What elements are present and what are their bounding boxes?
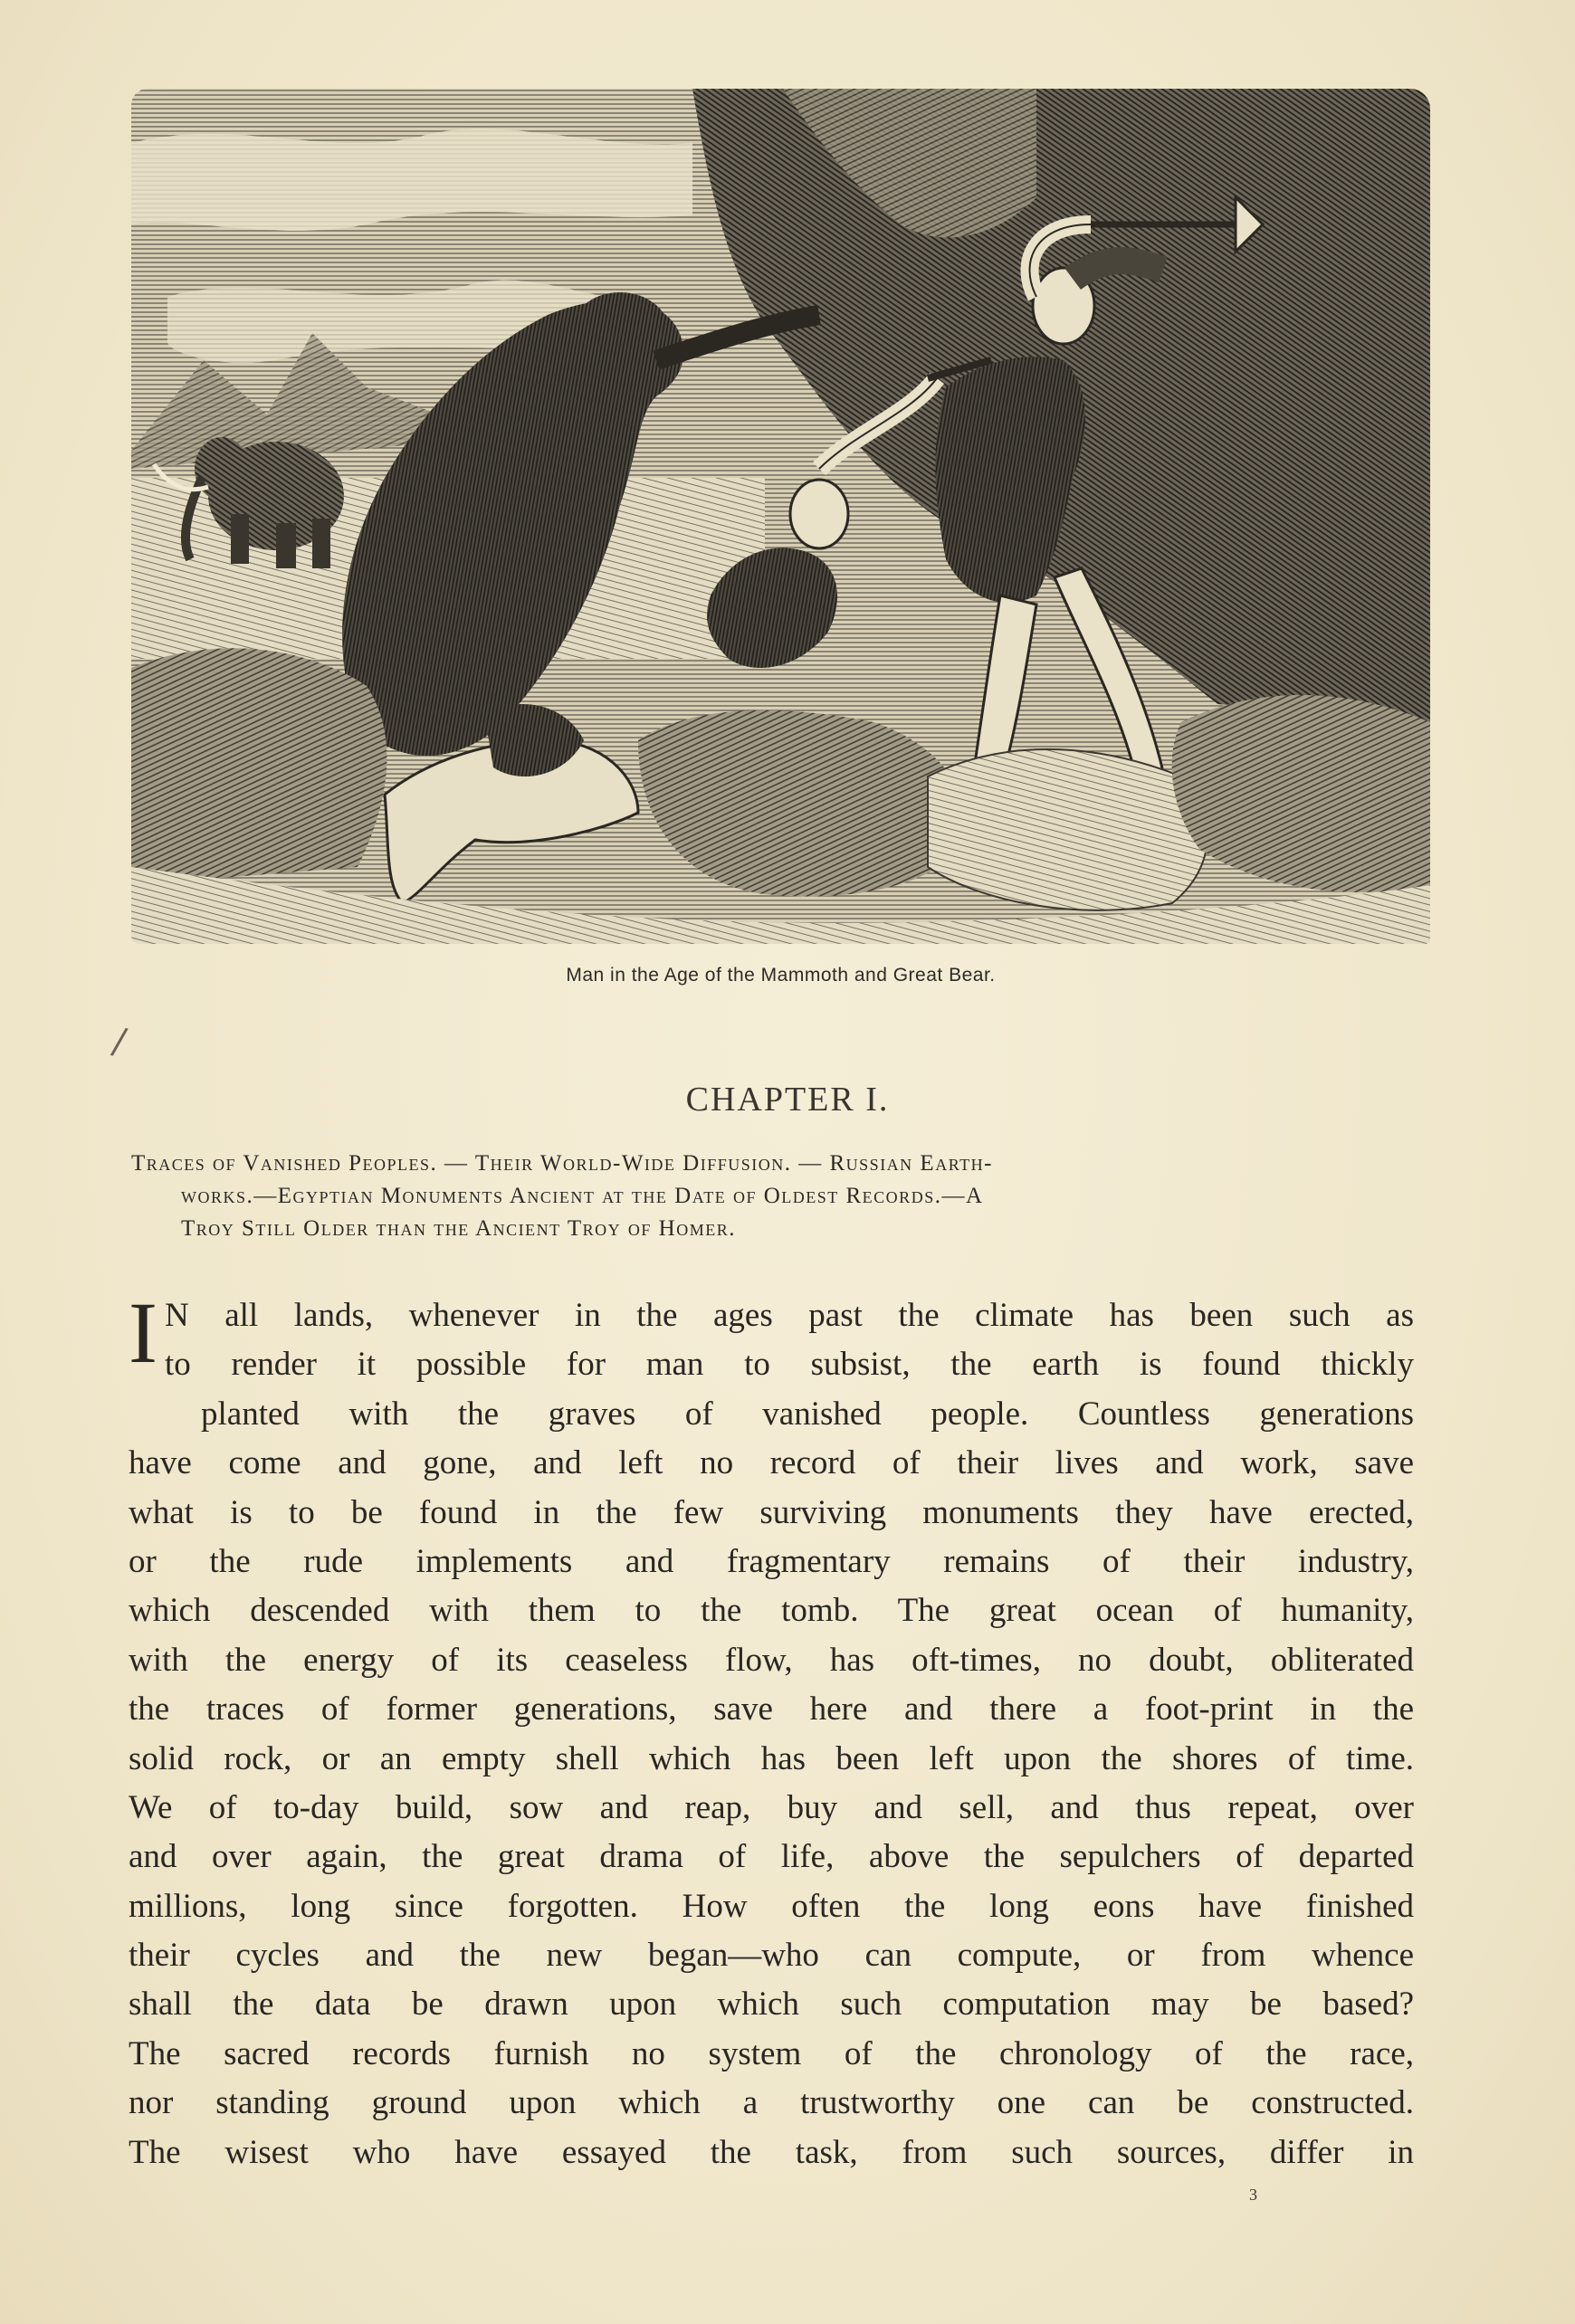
body-line: the traces of former generations, save here and there a foot-print in the (129, 1691, 1414, 1729)
summary-line: Traces of Vanished Peoples. — Their World-Wide Diffusion. — Russian Earth- (131, 1151, 993, 1176)
body-line: The sacred records furnish no system of the chronology of the race, (129, 2034, 1414, 2072)
stray-ink-mark: / (109, 1020, 130, 1063)
page-number: 3 (1249, 2186, 1257, 2204)
chapter-title: CHAPTER I. (685, 1081, 890, 1119)
body-line: We of to-day build, sow and reap, buy and sell, and thus repeat, over (129, 1788, 1414, 1826)
body-line: what is to be found in the few surviving monuments they have erected, (129, 1493, 1414, 1531)
body-line: The wisest who have essayed the task, from such sources, differ in (129, 2133, 1414, 2171)
summary-line: Troy Still Older than the Ancient Troy of Homer. (181, 1216, 736, 1241)
body-line: millions, long since forgotten. How often the long eons have finished (129, 1887, 1414, 1925)
summary-line: works.—Egyptian Monuments Ancient at the Date of Oldest Records.—A (181, 1184, 984, 1208)
body-line: with the energy of its ceaseless flow, has oft-times, no doubt, obliterated (129, 1641, 1414, 1679)
drop-cap: I (129, 1284, 158, 1381)
engraving-image (131, 89, 1430, 944)
body-line: solid rock, or an empty shell which has been left upon the shores of time. (129, 1739, 1414, 1777)
body-line: have come and gone, and left no record of their lives and work, save (129, 1444, 1414, 1482)
body-line: nor standing ground upon which a trustworthy one can be constructed. (129, 2084, 1414, 2122)
chapter-summary (131, 1148, 1421, 1245)
chapter-body-text (129, 1284, 1414, 2177)
illustration-caption: Man in the Age of the Mammoth and Great Bear. (566, 965, 996, 986)
body-line: N all lands, whenever in the ages past the climate has been such as (164, 1297, 1414, 1334)
body-line: planted with the graves of vanished people. Countless generations (201, 1395, 1414, 1433)
body-line: or the rude implements and fragmentary remains of their industry, (129, 1542, 1414, 1580)
engraving-illustration (131, 89, 1430, 944)
body-line: shall the data be drawn upon which such computation may be based? (129, 1986, 1414, 2024)
body-line: and over again, the great drama of life, above the sepulchers of departed (129, 1838, 1414, 1876)
body-line: their cycles and the new began—who can compute, or from whence (129, 1937, 1414, 1975)
body-line: to render it possible for man to subsist, the earth is found thickly (164, 1346, 1414, 1384)
body-line: which descended with them to the tomb. The great ocean of humanity, (129, 1592, 1414, 1630)
